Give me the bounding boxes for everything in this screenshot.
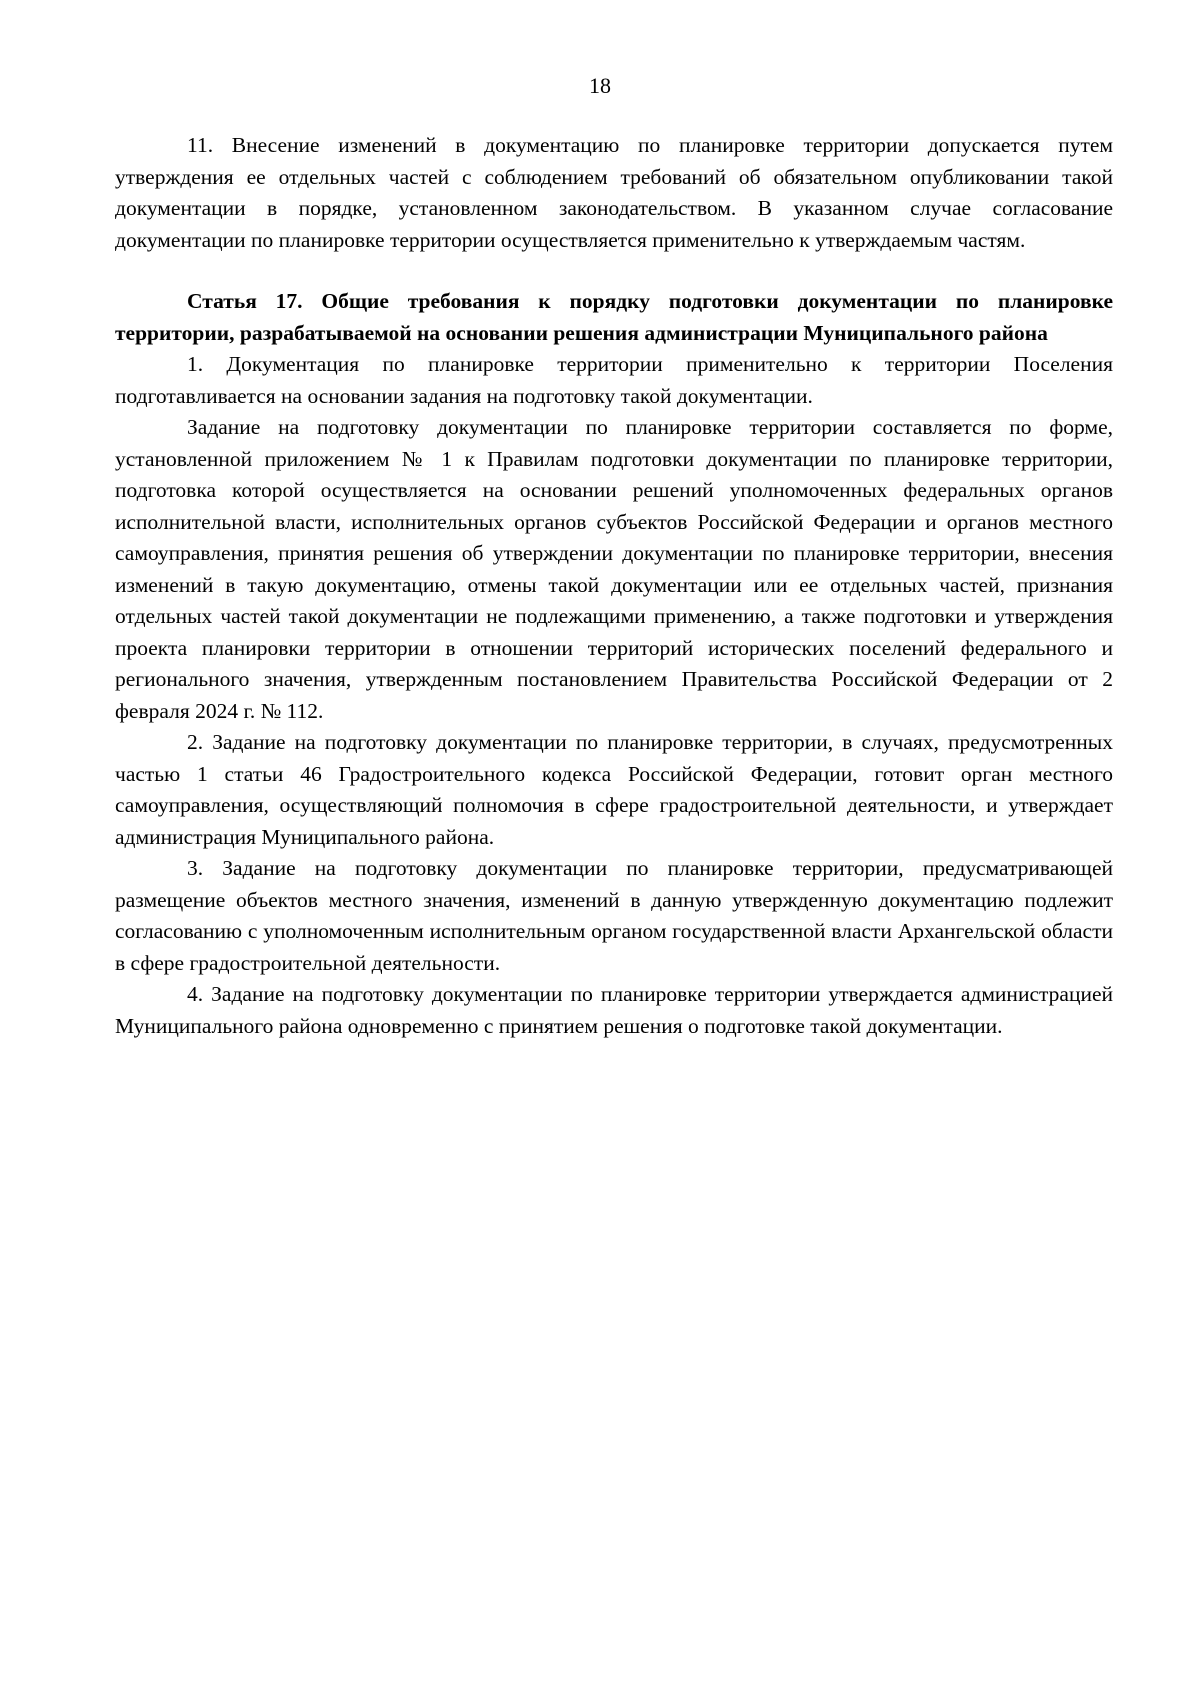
article-17-paragraph-3: 3. Задание на подготовку документации по планировке территории, предусматривающей размещение объектов местного значения, изменений в данную утвержденную документацию подлежит согласованию с уполномоченным исполнительным органом государственной власти Архангельской области в сфере градостроительной деятельности.: [115, 856, 1113, 975]
article-17-paragraph-1: 1. Документация по планировке территории применительно к территории Поселения подготавливается на основании задания на подготовку такой документации.: [115, 352, 1113, 408]
article-17-paragraph-2: 2. Задание на подготовку документации по планировке территории, в случаях, предусмотренных частью 1 статьи 46 Градостроительного кодекса Российской Федерации, готовит орган местного самоуправления, осуществляющий полномочия в сфере градостроительной деятельности, и утверждает администрация Муниципального района.: [115, 730, 1113, 849]
article-17-heading: Статья 17. Общие требования к порядку подготовки документации по планировке территории, разрабатываемой на основании решения администрации Муниципального района: [115, 289, 1113, 345]
article-17-paragraph-1-cont: Задание на подготовку документации по планировке территории составляется по форме, установленной приложением № 1 к Правилам подготовки документации по планировке территории, подготовка которой осуществляется на основании решений уполномоченных федеральных органов исполнительной власти, исполнительных органов субъектов Российской Федерации и органов местного самоуправления, принятия решения об утверждении документации по планировке территории, внесения изменений в такую документацию, отмены такой документации или ее отдельных частей, признания отдельных частей такой документации не подлежащими применению, а также подготовки и утверждения проекта планировки территории в отношении территорий исторических поселений федерального и регионального значения, утвержденным постановлением Правительства Российской Федерации от 2 февраля 2024 г. № 112.: [115, 415, 1113, 723]
paragraph-11: 11. Внесение изменений в документацию по планировке территории допускается путем утверждения ее отдельных частей с соблюдением требований об обязательном опубликовании такой документации в порядке, установленном законодательством. В указанном случае согласование документации по планировке территории осуществляется применительно к утверждаемым частям.: [115, 133, 1113, 252]
page-number: 18: [589, 73, 611, 98]
article-17-paragraph-4: 4. Задание на подготовку документации по планировке территории утверждается администрацией Муниципального района одновременно с принятием решения о подготовке такой документации.: [115, 982, 1113, 1038]
document-body: [115, 130, 1113, 1042]
